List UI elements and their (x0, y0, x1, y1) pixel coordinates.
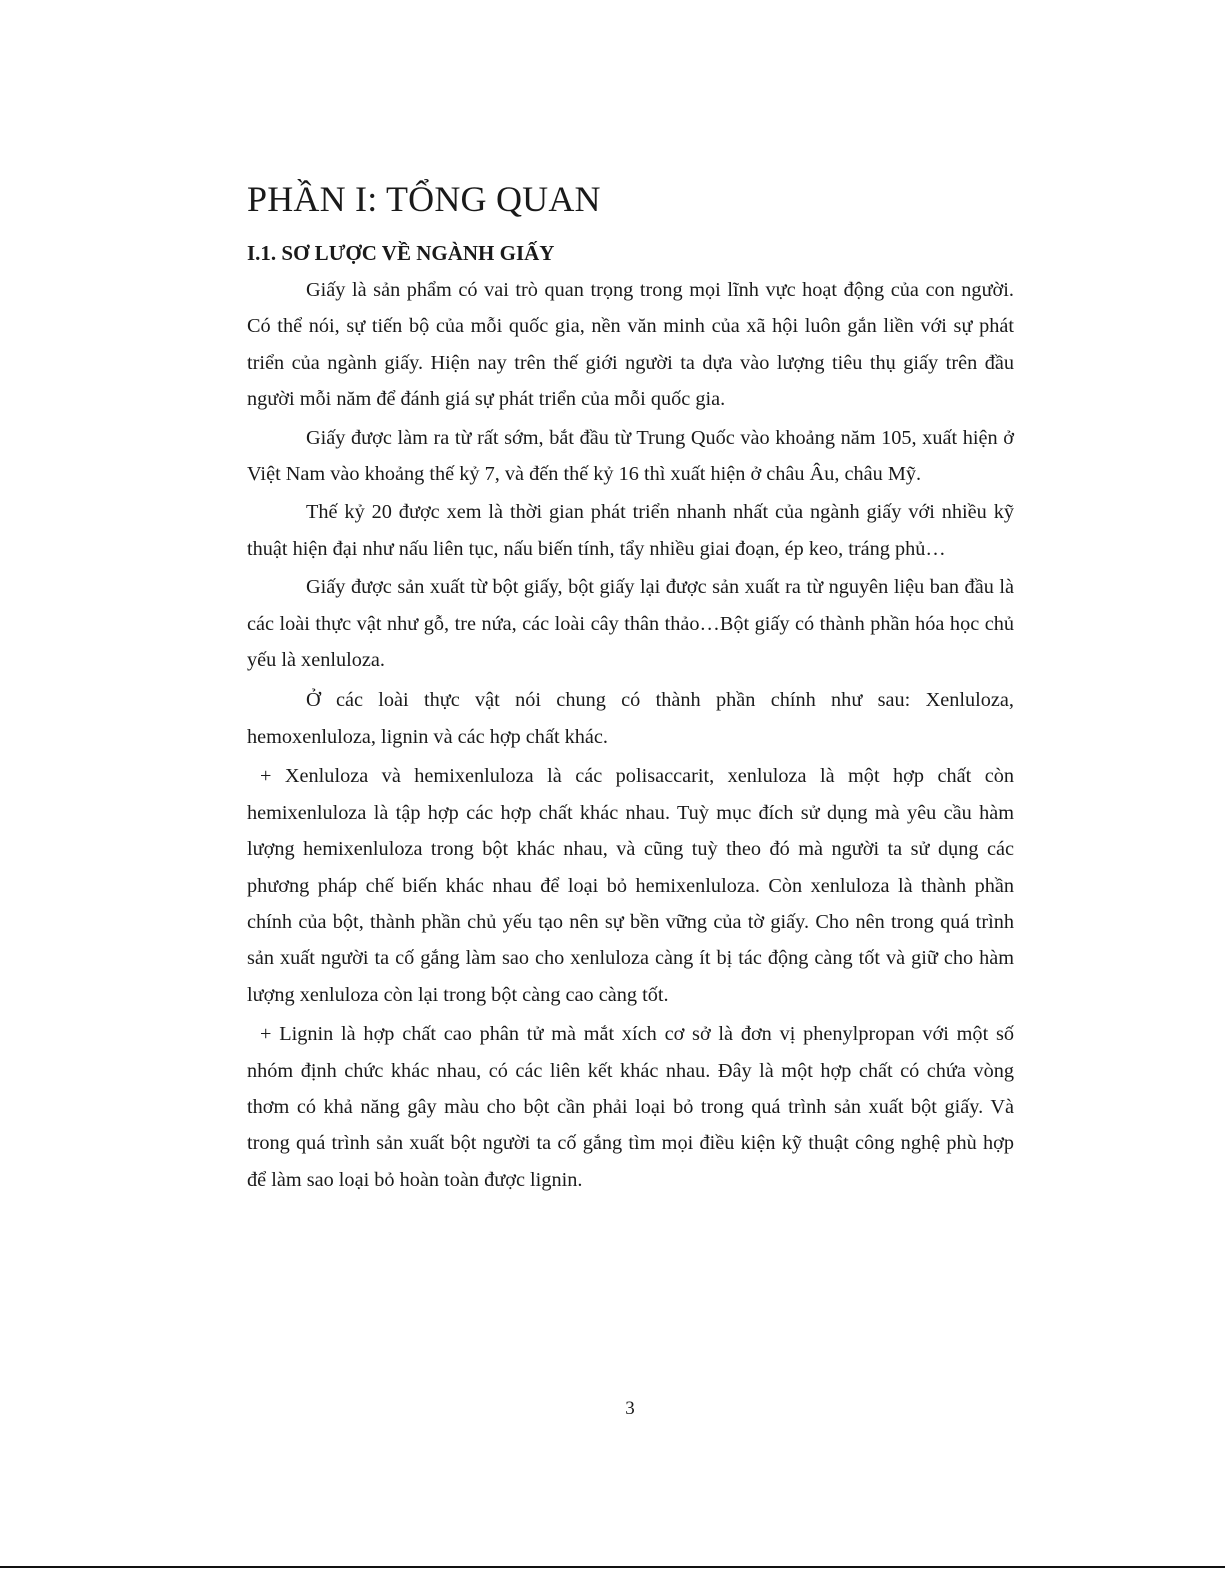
page-number: 3 (625, 1398, 635, 1419)
paragraph-plant-components: Ở các loài thực vật nói chung có thành phần chính như sau: Xenluloza, hemoxenluloza, lignin và các hợp chất khác. (247, 689, 1014, 748)
paragraph-xenluloza-bullet: + Xenluloza và hemixenluloza là các polisaccarit, xenluloza là một hợp chất còn hemixenluloza là tập hợp các hợp chất khác nhau. Tuỳ mục đích sử dụng mà yêu cầu hàm lượng hemixenluloza trong bột khác nhau, và cũng tuỳ theo đó mà người ta sử dụng các phương pháp chế biến khác nhau để loại bỏ hemixenluloza. Còn xenluloza là thành phần chính của bột, thành phần chủ yếu tạo nên sự bền vững của tờ giấy. Cho nên trong quá trình sản xuất người ta cố gắng làm sao cho xenluloza càng ít bị tác động càng tốt và giữ cho hàm lượng xenluloza còn lại trong bột càng cao càng tốt. (247, 765, 1014, 1006)
paragraph-lignin-bullet: + Lignin là hợp chất cao phân tử mà mắt xích cơ sở là đơn vị phenylpropan với một số nhóm định chức khác nhau, có các liên kết khác nhau. Đây là một hợp chất có chứa vòng thơm có khả năng gây màu cho bột cần phải loại bỏ trong quá trình sản xuất bột giấy. Và trong quá trình sản xuất bột người ta cố gắng tìm mọi điều kiện kỹ thuật công nghệ phù hợp để làm sao loại bỏ hoàn toàn được lignin. (247, 1023, 1014, 1191)
paragraph-20th-century: Thế kỷ 20 được xem là thời gian phát triển nhanh nhất của ngành giấy với nhiều kỹ thuật hiện đại như nấu liên tục, nấu biến tính, tẩy nhiều giai đoạn, ép keo, tráng phủ… (247, 501, 1014, 560)
paragraph-paper-history: Giấy được làm ra từ rất sớm, bắt đầu từ Trung Quốc vào khoảng năm 105, xuất hiện ở Việt Nam vào khoảng thế kỷ 7, và đến thế kỷ 16 thì xuất hiện ở châu Âu, châu Mỹ. (247, 426, 1014, 486)
paragraph-pulp-production: Giấy được sản xuất từ bột giấy, bột giấy lại được sản xuất ra từ nguyên liệu ban đầu là các loài thực vật như gỗ, tre nứa, các loài cây thân thảo…Bột giấy có thành phần hóa học chủ yếu là xenluloza. (247, 576, 1014, 672)
page-content (247, 176, 1014, 1198)
paragraph-paper-importance: Giấy là sản phẩm có vai trò quan trọng trong mọi lĩnh vực hoạt động của con người. Có thể nói, sự tiến bộ của mỗi quốc gia, nền văn minh của xã hội luôn gắn liền với sự phát triển của ngành giấy. Hiện nay trên thế giới người ta dựa vào lượng tiêu thụ giấy trên đầu người mỗi năm để đánh giá sự phát triển của mỗi quốc gia. (247, 279, 1014, 411)
bottom-rule (0, 1566, 1225, 1568)
part-title: PHẦN I: TỔNG QUAN (247, 179, 601, 219)
section-title: I.1. SƠ LƯỢC VỀ NGÀNH GIẤY (247, 241, 555, 265)
